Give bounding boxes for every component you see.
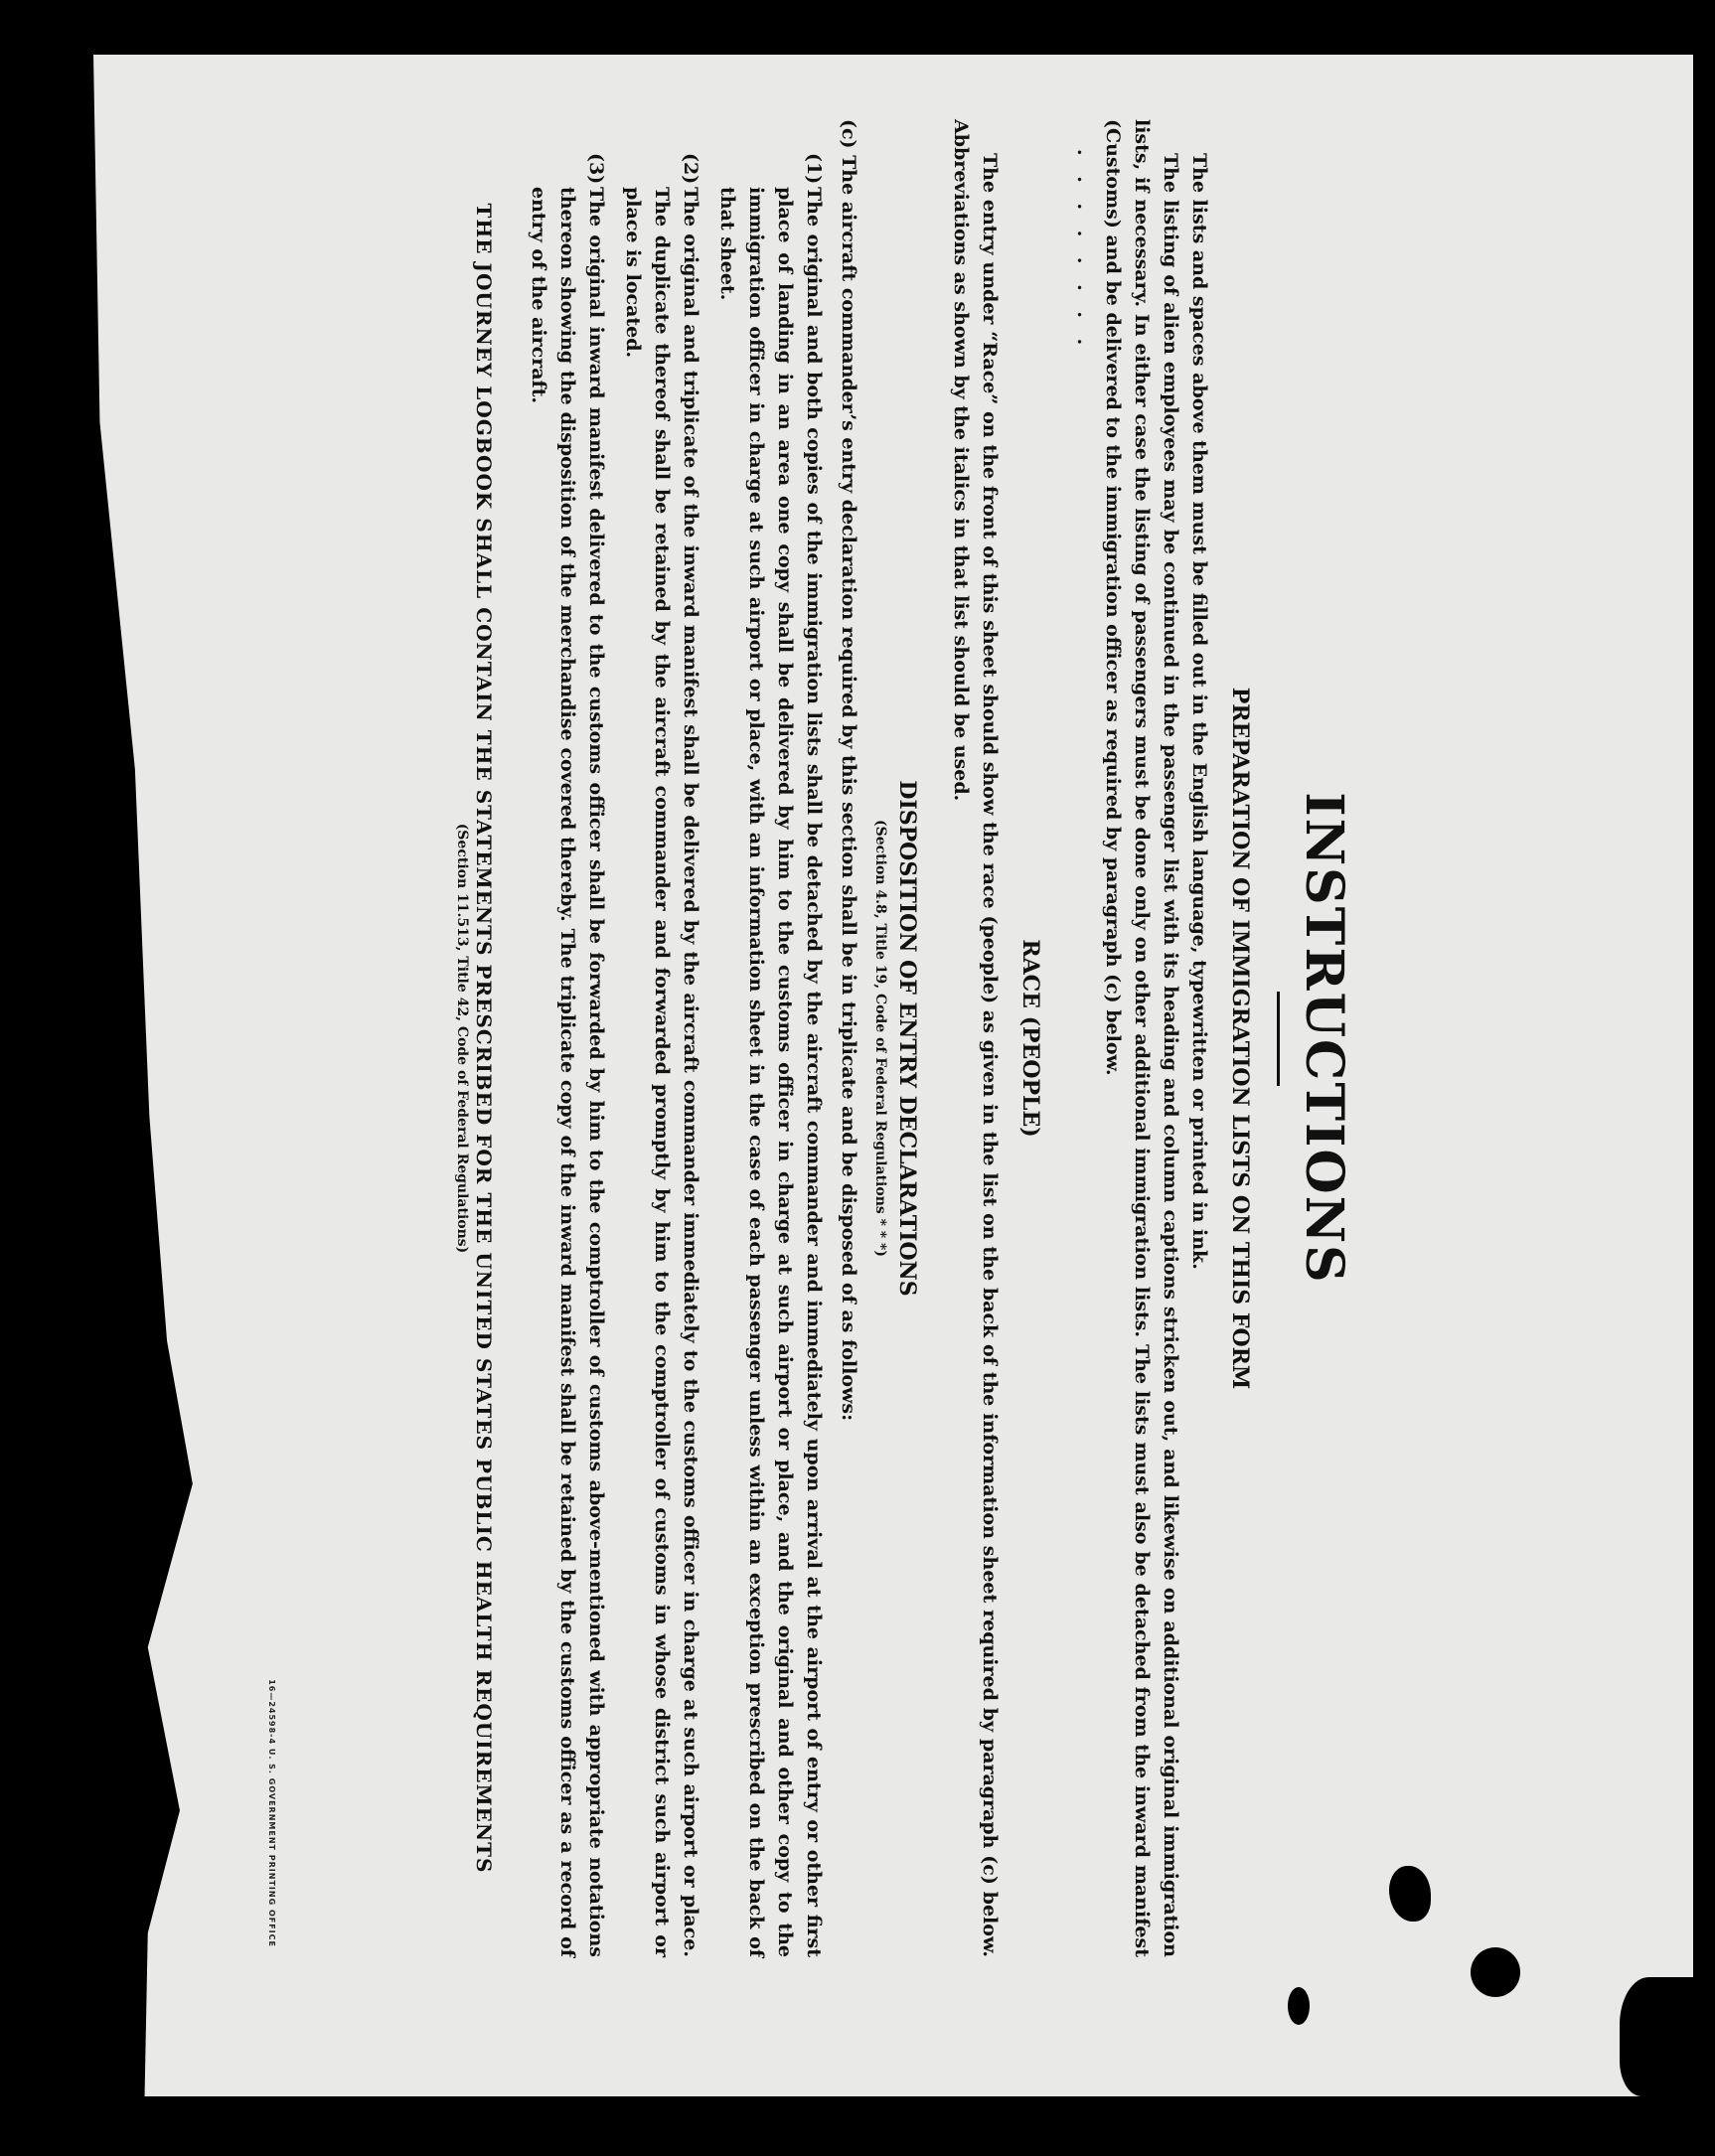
list-item <box>524 119 610 1957</box>
paragraph-alien-employees: The listing of alien employees may be continued in the passenger list with its heading and column captions stricken out, and likewise on additional original immigration lists, if necessary. In either case the listing of passengers must be done only on other additional immigration lists. The lists must also be detached from the inward manifest (Customs) and be delivered to the immigration officer as required by paragraph (c) below. <box>1102 119 1181 1957</box>
punch-hole <box>1471 1947 1520 1997</box>
paragraph-english-language: The lists and spaces above them must be filled out in the English language, typewritten or printed in ink. <box>1188 153 1210 1270</box>
omission-ellipsis: . . . . . . . . <box>1073 149 1095 346</box>
ink-smudge <box>1288 1987 1310 2025</box>
list-item-text: The original inward manifest delivered to the customs officer shall be forwarded by him to the comptroller of customs above-mentioned with appropriate notations thereon showing the disposition of the merchandise covered thereby. The triplicate copy of the inward manifest shall be retained by the customs officer as a record of entry of the aircraft. <box>528 187 607 1957</box>
logbook-reference: (Section 11.513, Title 42, Code of Federal Regulations) <box>454 823 470 1254</box>
section-heading-race: RACE (PEOPLE) <box>1017 939 1043 1138</box>
title-underline <box>1277 992 1280 1086</box>
list-item <box>618 119 704 1957</box>
logbook-statement: THE JOURNEY LOGBOOK SHALL CONTAIN THE STATEMENTS PRESCRIBED FOR THE UNITED STATES PUBLIC HEALTH REQUIREMENTS <box>472 203 496 1874</box>
printer-imprint: 16—24598-4 U. S. GOVERNMENT PRINTING OFFICE <box>267 1679 276 1947</box>
rotated-instructions-text <box>261 119 1354 1957</box>
section-reference: (Section 4.8, Title 19, Code of Federal Regulations * * *) <box>872 820 888 1257</box>
paragraph-race-entry: The entry under “Race” on the front of this sheet should show the race (people) as given in the list on the back of the information sheet required by paragraph (c) below. Abbreviations as shown by the italics in that list should be used. <box>950 119 1001 1957</box>
page-title: INSTRUCTIONS <box>1294 792 1354 1285</box>
paragraph-c-intro: (c) The aircraft commander’s entry declaration required by this section shall be in triplicate and be disposed of as follows: <box>838 119 859 1422</box>
list-item-text: The original and triplicate of the inward manifest shall be delivered by the aircraft commander immediately to the customs officer in charge at such airport or place. The duplicate thereof shall be retained by the aircraft commander and forwarded promptly by him to the comptroller of customs in whose district such airport or place is located. <box>622 187 702 1957</box>
section-heading-disposition: DISPOSITION OF ENTRY DECLARATIONS <box>894 780 920 1297</box>
list-item-number: (3) <box>585 153 607 185</box>
torn-corner <box>1620 1977 1693 2096</box>
list-item-number: (1) <box>803 153 825 185</box>
list-item <box>712 119 828 1957</box>
list-item-number: (2) <box>680 153 702 185</box>
list-item-text: The original and both copies of the immigration lists shall be detached by the aircraft commander and immediately upon arrival at the airport of entry or other first place of landing in an area one copy shall be delivered by him to the customs officer in charge at such airport or place, and the original and other copy to the immigration officer in charge at such airport or place, with an information sheet in the case of each passenger unless within an exception prescribed on the back of that sheet. <box>716 187 825 1957</box>
section-heading-preparation: PREPARATION OF IMMIGRATION LISTS ON THIS FORM <box>1227 687 1253 1390</box>
